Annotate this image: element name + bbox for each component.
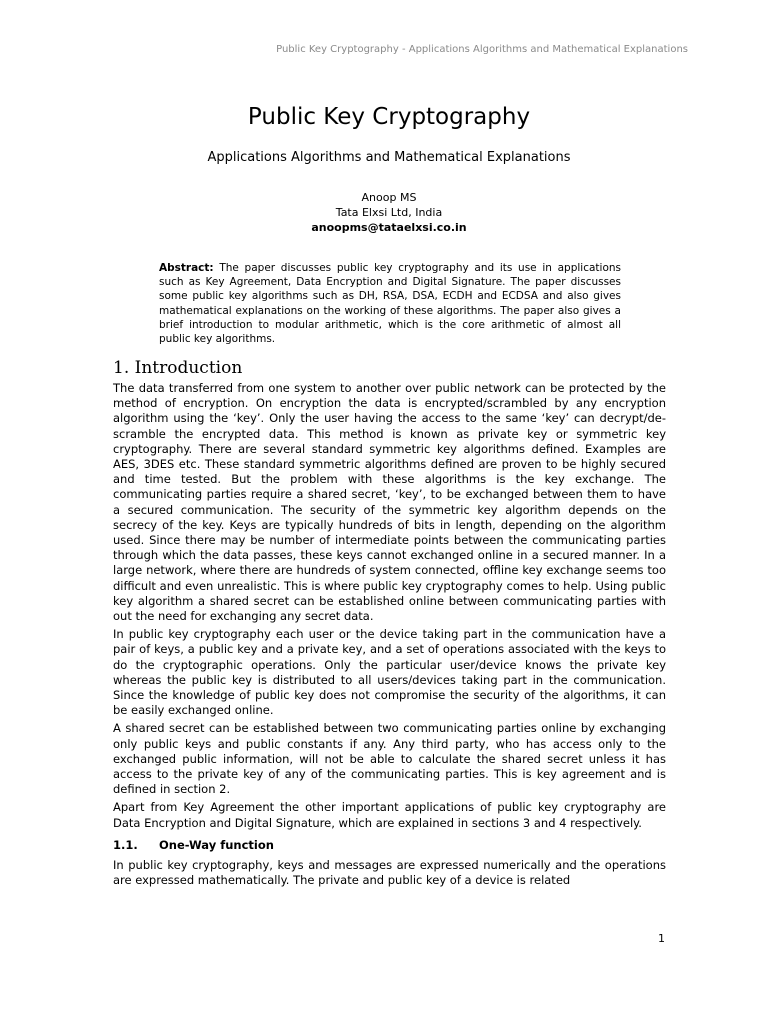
author-block <box>0 190 768 235</box>
abstract-label: Abstract: <box>159 262 214 274</box>
abstract <box>159 261 621 346</box>
abstract-text: The paper discusses public key cryptography and its use in applications such as Key Agreement, Data Encryption and Digital Signature. The paper discusses some public key algorithms such as DH, RSA, DSA, ECDH and ECDSA and also gives mathematical explanations on the working of these algorithms. The paper also gives a brief introduction to modular arithmetic, which is the core arithmetic of almost all public key algorithms. <box>159 262 621 346</box>
paragraph: Apart from Key Agreement the other important applications of public key cryptography are Data Encryption and Digital Signature, which are explained in sections 3 and 4 respectively. <box>113 800 666 830</box>
running-header: Public Key Cryptography - Applications Algorithms and Mathematical Explanations <box>276 44 688 55</box>
section-heading-introduction: 1. Introduction <box>113 358 243 378</box>
paragraph: In public key cryptography, keys and messages are expressed numerically and the operations are expressed mathematically. The private and public key of a device is related <box>113 858 666 888</box>
paragraph: A shared secret can be established between two communicating parties online by exchanging only public keys and public constants if any. Any third party, who has access only to the exchanged public information, will not be able to calculate the shared secret unless it has access to the private key of any of the communicating parties. This is key agreement and is defined in section 2. <box>113 721 666 797</box>
author-affiliation: Tata Elxsi Ltd, India <box>335 206 443 219</box>
paper-title: Public Key Cryptography <box>247 104 531 130</box>
paragraph: In public key cryptography each user or the device taking part in the communication have a pair of keys, a public key and a private key, and a set of operations associated with the keys to do the cryptographic operations. Only the particular user/device knows the private key whereas the public key is distributed to all users/devices taking part in the communication. Since the knowledge of public key does not compromise the security of the algorithms, it can be easily exchanged online. <box>113 627 666 718</box>
author-email: anoopms@tataelxsi.co.in <box>311 221 467 234</box>
subsection-number: 1.1. <box>113 837 138 852</box>
body-text <box>113 381 666 892</box>
paper-subtitle: Applications Algorithms and Mathematical Explanations <box>207 150 571 165</box>
page-number: 1 <box>658 932 665 945</box>
subsection-heading <box>113 838 666 853</box>
paragraph: The data transferred from one system to another over public network can be protected by the method of encryption. On encryption the data is encrypted/scrambled by any encryption algorithm using the ‘key’. Only the user having the access to the same ‘key’ can decrypt/de-scramble the encrypted data. This method is known as private key or symmetric key cryptography. There are several standard symmetric key algorithms defined. Examples are AES, 3DES etc. These standard symmetric algorithms defined are proven to be highly secured and time tested. But the problem with these algorithms is the key exchange. The communicating parties require a shared secret, ‘key’, to be exchanged between them to have a secured communication. The security of the symmetric key algorithm depends on the secrecy of the key. Keys are typically hundreds of bits in length, depending on the algorithm used. Since there may be number of intermediate points between the communicating parties through which the data passes, these keys cannot exchanged online in a secured manner. In a large network, where there are hundreds of system connected, offline key exchange seems too difficult and even unrealistic. This is where public key cryptography comes to help. Using public key algorithm a shared secret can be established online between communicating parties with out the need for exchanging any secret data. <box>113 381 666 624</box>
author-name: Anoop MS <box>361 191 417 204</box>
subsection-title: One-Way function <box>159 837 274 852</box>
